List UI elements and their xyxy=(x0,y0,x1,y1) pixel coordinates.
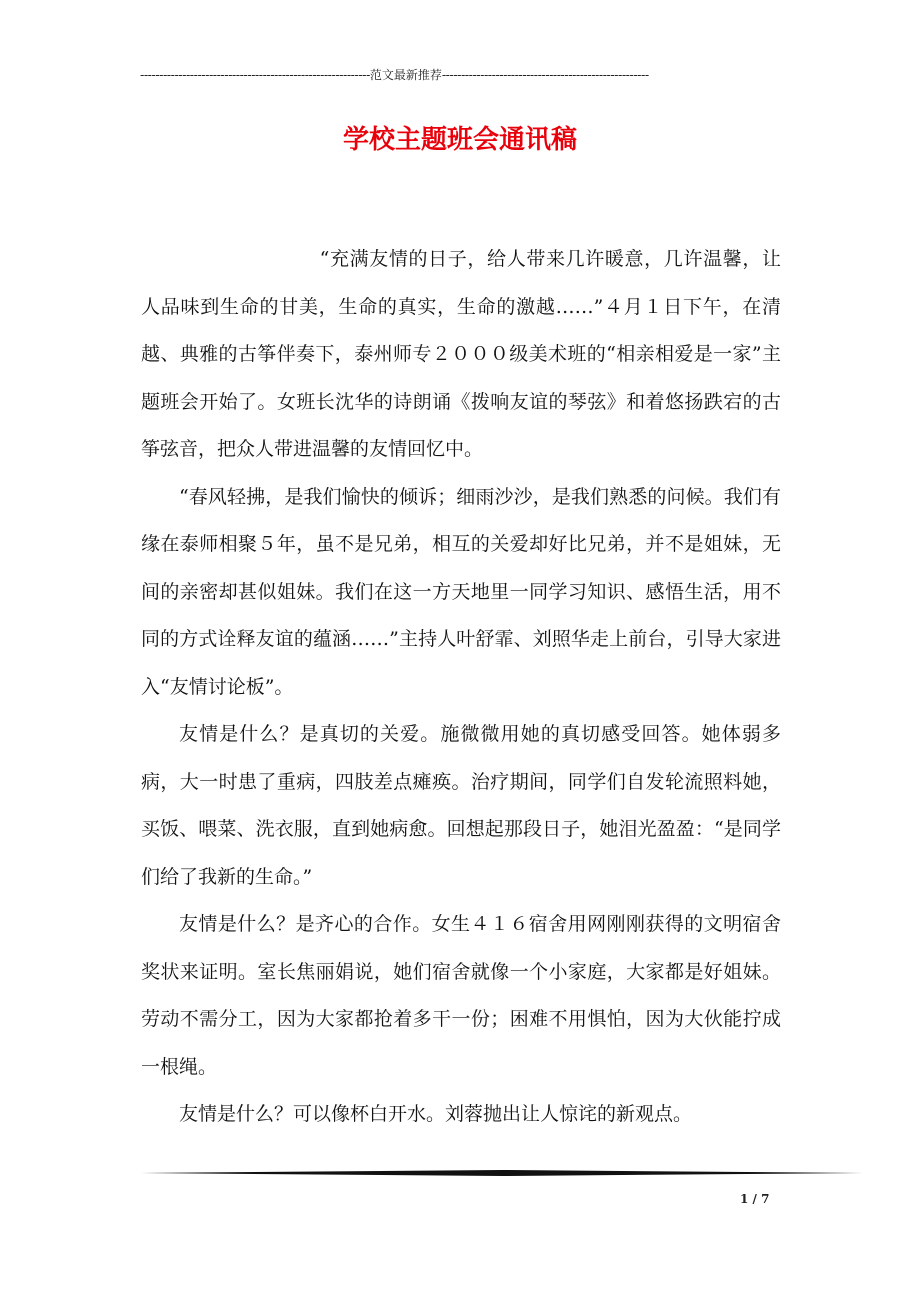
paragraph-1: “充满友情的日子，给人带来几许暖意，几许温馨，让人品味到生命的甘美，生命的真实，生命的激越……”４月１日下午，在清越、典雅的古筝伴奏下，泰州师专２０００级美术班的“相亲相爱是一家”主题班会开始了。女班长沈华的诗朗诵《拨响友谊的琴弦》和着悠扬跌宕的古筝弦音，把众人带进温馨的友情回忆中。 xyxy=(141,248,781,460)
document-title: 学校主题班会通讯稿 xyxy=(342,125,577,155)
header-dashes-left: ------------------------------------------------------------ xyxy=(140,68,370,82)
page-header xyxy=(140,66,768,84)
paragraph-3: 友情是什么？是真切的关爱。施微微用她的真切感受回答。她体弱多病，大一时患了重病，四肢差点瘫痪。治疗期间，同学们自发轮流照料她，买饭、喂菜、洗衣服，直到她病愈。回想起那段日子，她泪光盈盈：“是同学们给了我新的生命。” xyxy=(141,723,781,888)
paragraph-4: 友情是什么？是齐心的合作。女生４１６宿舍用网刚刚获得的文明宿舍奖状来证明。室长焦丽娟说，她们宿舍就像一个小家庭，大家都是好姐妹。劳动不需分工，因为大家都抢着多干一份；困难不用惧怕，因为大伙能拧成一根绳。 xyxy=(141,913,781,1078)
page-number: 1 / 7 xyxy=(740,1192,770,1206)
header-dashes-right: ------------------------------------------------------ xyxy=(441,68,649,82)
paragraph-5: 友情是什么？可以像杯白开水。刘蓉抛出让人惊诧的新观点。 xyxy=(179,1103,693,1125)
paragraph-2: “春风轻拂，是我们愉快的倾诉；细雨沙沙，是我们熟悉的问候。我们有缘在泰师相聚５年，虽不是兄弟，相互的关爱却好比兄弟，并不是姐妹，无间的亲密却甚似姐妹。我们在这一方天地里一同学习知识、感悟生活，用不同的方式诠释友谊的蕴涵……”主持人叶舒霏、刘照华走上前台，引导大家进入“友情讨论板”。 xyxy=(141,485,781,698)
footer-divider xyxy=(141,1170,863,1176)
header-label: 范文最新推荐 xyxy=(369,68,442,82)
document-body xyxy=(141,236,781,1139)
